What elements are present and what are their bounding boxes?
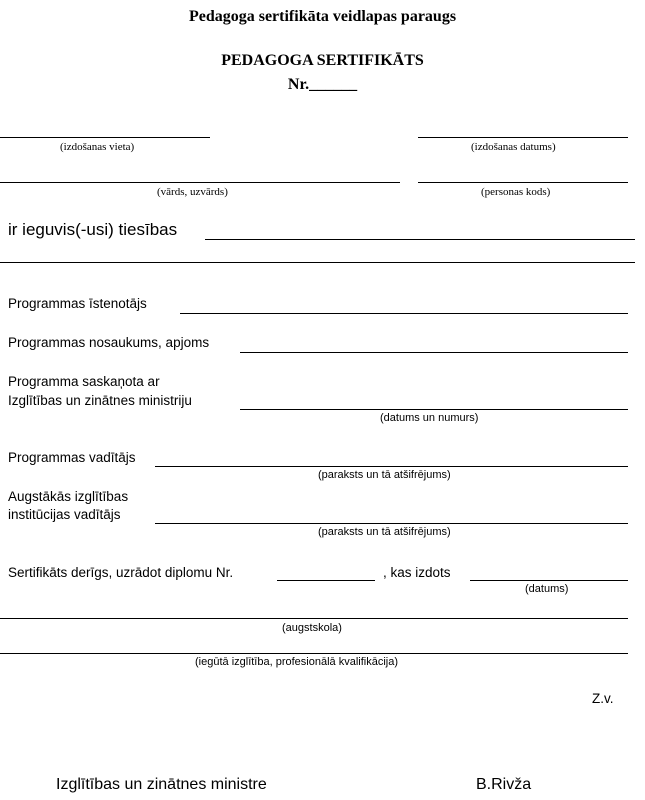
issue-place-line[interactable] bbox=[0, 137, 210, 138]
valid-with-diploma-label: Sertifikāts derīgs, uzrādot diplomu Nr. bbox=[8, 565, 234, 580]
name-surname-line[interactable] bbox=[0, 182, 400, 183]
personal-code-line[interactable] bbox=[418, 182, 628, 183]
education-line[interactable] bbox=[0, 653, 628, 654]
certificate-number: Nr.______ bbox=[287, 76, 358, 93]
program-agreed-label-2: Izglītības un zinātnes ministriju bbox=[8, 393, 192, 408]
certificate-title: PEDAGOGA SERTIFIKĀTS bbox=[221, 52, 424, 69]
program-name-label: Programmas nosaukums, apjoms bbox=[8, 335, 210, 350]
program-agreed-line[interactable] bbox=[240, 409, 628, 410]
document-title: Pedagoga sertifikāta veidlapas paraugs bbox=[188, 8, 457, 25]
date-and-number-caption: (datums un numurs) bbox=[380, 412, 479, 424]
date-caption: (datums) bbox=[525, 583, 569, 595]
institution-head-label-1: Augstākās izglītības bbox=[8, 489, 129, 504]
program-name-line[interactable] bbox=[240, 352, 628, 353]
institution-head-line[interactable] bbox=[155, 523, 628, 524]
issue-date-caption: (izdošanas datums) bbox=[471, 141, 556, 153]
issue-place-caption: (izdošanas vieta) bbox=[60, 141, 135, 153]
signature-caption-1: (paraksts un tā atšifrējums) bbox=[318, 469, 451, 481]
minister-title: Izglītības un zinātnes ministre bbox=[56, 776, 267, 793]
program-head-label: Programmas vadītājs bbox=[8, 450, 136, 465]
program-implementer-line[interactable] bbox=[180, 313, 628, 314]
minister-name: B.Rivža bbox=[476, 776, 532, 793]
acquired-rights-line-2[interactable] bbox=[0, 262, 635, 263]
program-agreed-label-1: Programma saskaņota ar bbox=[8, 374, 160, 389]
personal-code-caption: (personas kods) bbox=[481, 186, 551, 198]
university-caption: (augstskola) bbox=[282, 622, 342, 634]
diploma-date-line[interactable] bbox=[470, 580, 628, 581]
issue-date-line[interactable] bbox=[418, 137, 628, 138]
signature-caption-2: (paraksts un tā atšifrējums) bbox=[318, 526, 451, 538]
university-line[interactable] bbox=[0, 618, 628, 619]
acquired-rights-label: ir ieguvis(-usi) tiesības bbox=[8, 220, 178, 239]
name-surname-caption: (vārds, uzvārds) bbox=[157, 186, 228, 198]
stamp-label: Z.v. bbox=[592, 691, 614, 706]
program-head-line[interactable] bbox=[155, 466, 628, 467]
issued-by-label: , kas izdots bbox=[383, 565, 451, 580]
acquired-rights-line[interactable] bbox=[205, 239, 635, 240]
institution-head-label-2: institūcijas vadītājs bbox=[8, 507, 121, 522]
program-implementer-label: Programmas īstenotājs bbox=[8, 296, 147, 311]
education-caption: (iegūtā izglītība, profesionālā kvalifikācija) bbox=[195, 656, 398, 668]
diploma-number-line[interactable] bbox=[277, 580, 375, 581]
